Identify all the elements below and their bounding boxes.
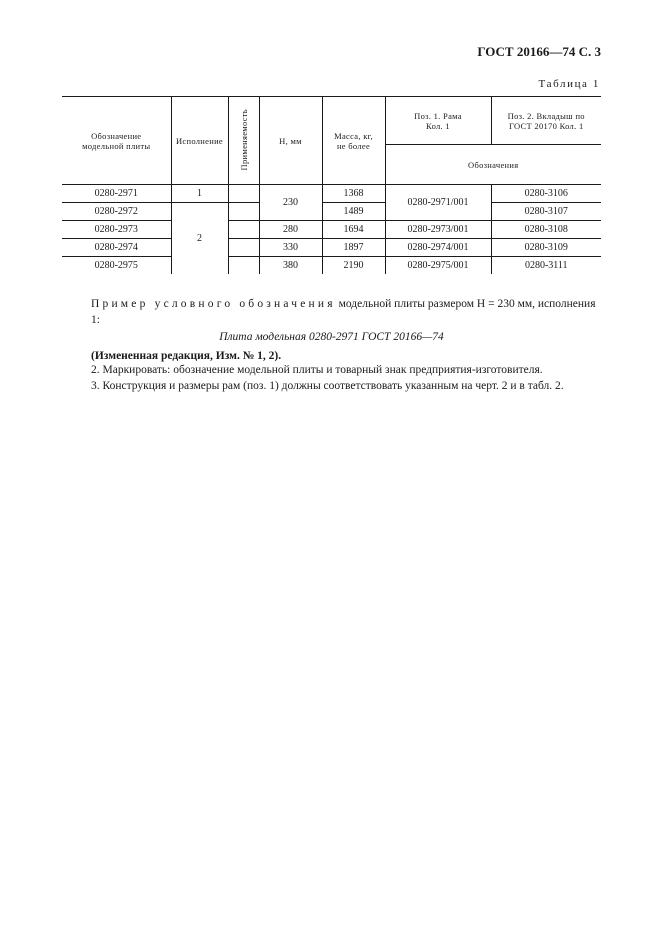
cell-pos1: 0280-2975/001 — [385, 257, 491, 275]
example-text: модельной плиты размером H = 230 мм, исполнения 1: — [91, 298, 596, 326]
designation-example: Плита модельная 0280-2971 ГОСТ 20166—74 — [219, 331, 444, 343]
cell-designation: 0280-2974 — [62, 239, 171, 257]
cell-designation: 0280-2972 — [62, 203, 171, 221]
cell-h: 280 — [259, 221, 322, 239]
col-header-h: H, мм — [259, 97, 322, 185]
example-paragraph — [91, 296, 603, 328]
cell-pos1: 0280-2974/001 — [385, 239, 491, 257]
col-header-applicability: Применяемость — [228, 97, 259, 185]
cell-applicability — [228, 221, 259, 239]
cell-pos2: 0280-3108 — [491, 221, 601, 239]
col-header-execution: Исполнение — [171, 97, 228, 185]
example-label: Пример условного обозначения — [91, 298, 336, 310]
spec-table — [62, 96, 601, 274]
cell-pos2: 0280-3107 — [491, 203, 601, 221]
col-header-pos1: Поз. 1. Рама Кол. 1 — [385, 97, 491, 145]
cell-applicability — [228, 203, 259, 221]
cell-designation: 0280-2973 — [62, 221, 171, 239]
cell-h: 380 — [259, 257, 322, 275]
cell-execution: 1 — [171, 185, 228, 203]
amendment-note: (Измененная редакция, Изм. № 1, 2). — [91, 350, 282, 362]
table-row — [62, 203, 601, 221]
col-header-pos2: Поз. 2. Вкладыш по ГОСТ 20170 Кол. 1 — [491, 97, 601, 145]
cell-pos1: 0280-2971/001 — [385, 185, 491, 221]
page-header: ГОСТ 20166—74 С. 3 — [477, 44, 601, 59]
cell-mass: 1897 — [322, 239, 385, 257]
cell-applicability — [228, 185, 259, 203]
table-caption: Таблица 1 — [538, 78, 600, 90]
table-row — [62, 239, 601, 257]
cell-applicability — [228, 239, 259, 257]
col-header-mass: Масса, кг, не более — [322, 97, 385, 185]
cell-mass: 1489 — [322, 203, 385, 221]
cell-pos1: 0280-2973/001 — [385, 221, 491, 239]
cell-execution: 2 — [171, 203, 228, 275]
cell-pos2: 0280-3109 — [491, 239, 601, 257]
cell-h: 230 — [259, 185, 322, 221]
table-row — [62, 185, 601, 203]
cell-applicability — [228, 257, 259, 275]
table-row — [62, 257, 601, 275]
cell-pos2: 0280-3111 — [491, 257, 601, 275]
cell-mass: 2190 — [322, 257, 385, 275]
table-row — [62, 221, 601, 239]
cell-mass: 1694 — [322, 221, 385, 239]
cell-h: 330 — [259, 239, 322, 257]
col-header-designation: Обозначение модельной плиты — [62, 97, 171, 185]
cell-pos2: 0280-3106 — [491, 185, 601, 203]
cell-designation: 0280-2971 — [62, 185, 171, 203]
item-3: 3. Конструкция и размеры рам (поз. 1) должны соответствовать указанным на черт. 2 и в табл. 2. — [91, 380, 564, 392]
cell-mass: 1368 — [322, 185, 385, 203]
cell-designation: 0280-2975 — [62, 257, 171, 275]
col-header-designations-group: Обозначения — [385, 145, 601, 185]
item-2: 2. Маркировать: обозначение модельной плиты и товарный знак предприятия-изготовителя. — [91, 364, 543, 376]
